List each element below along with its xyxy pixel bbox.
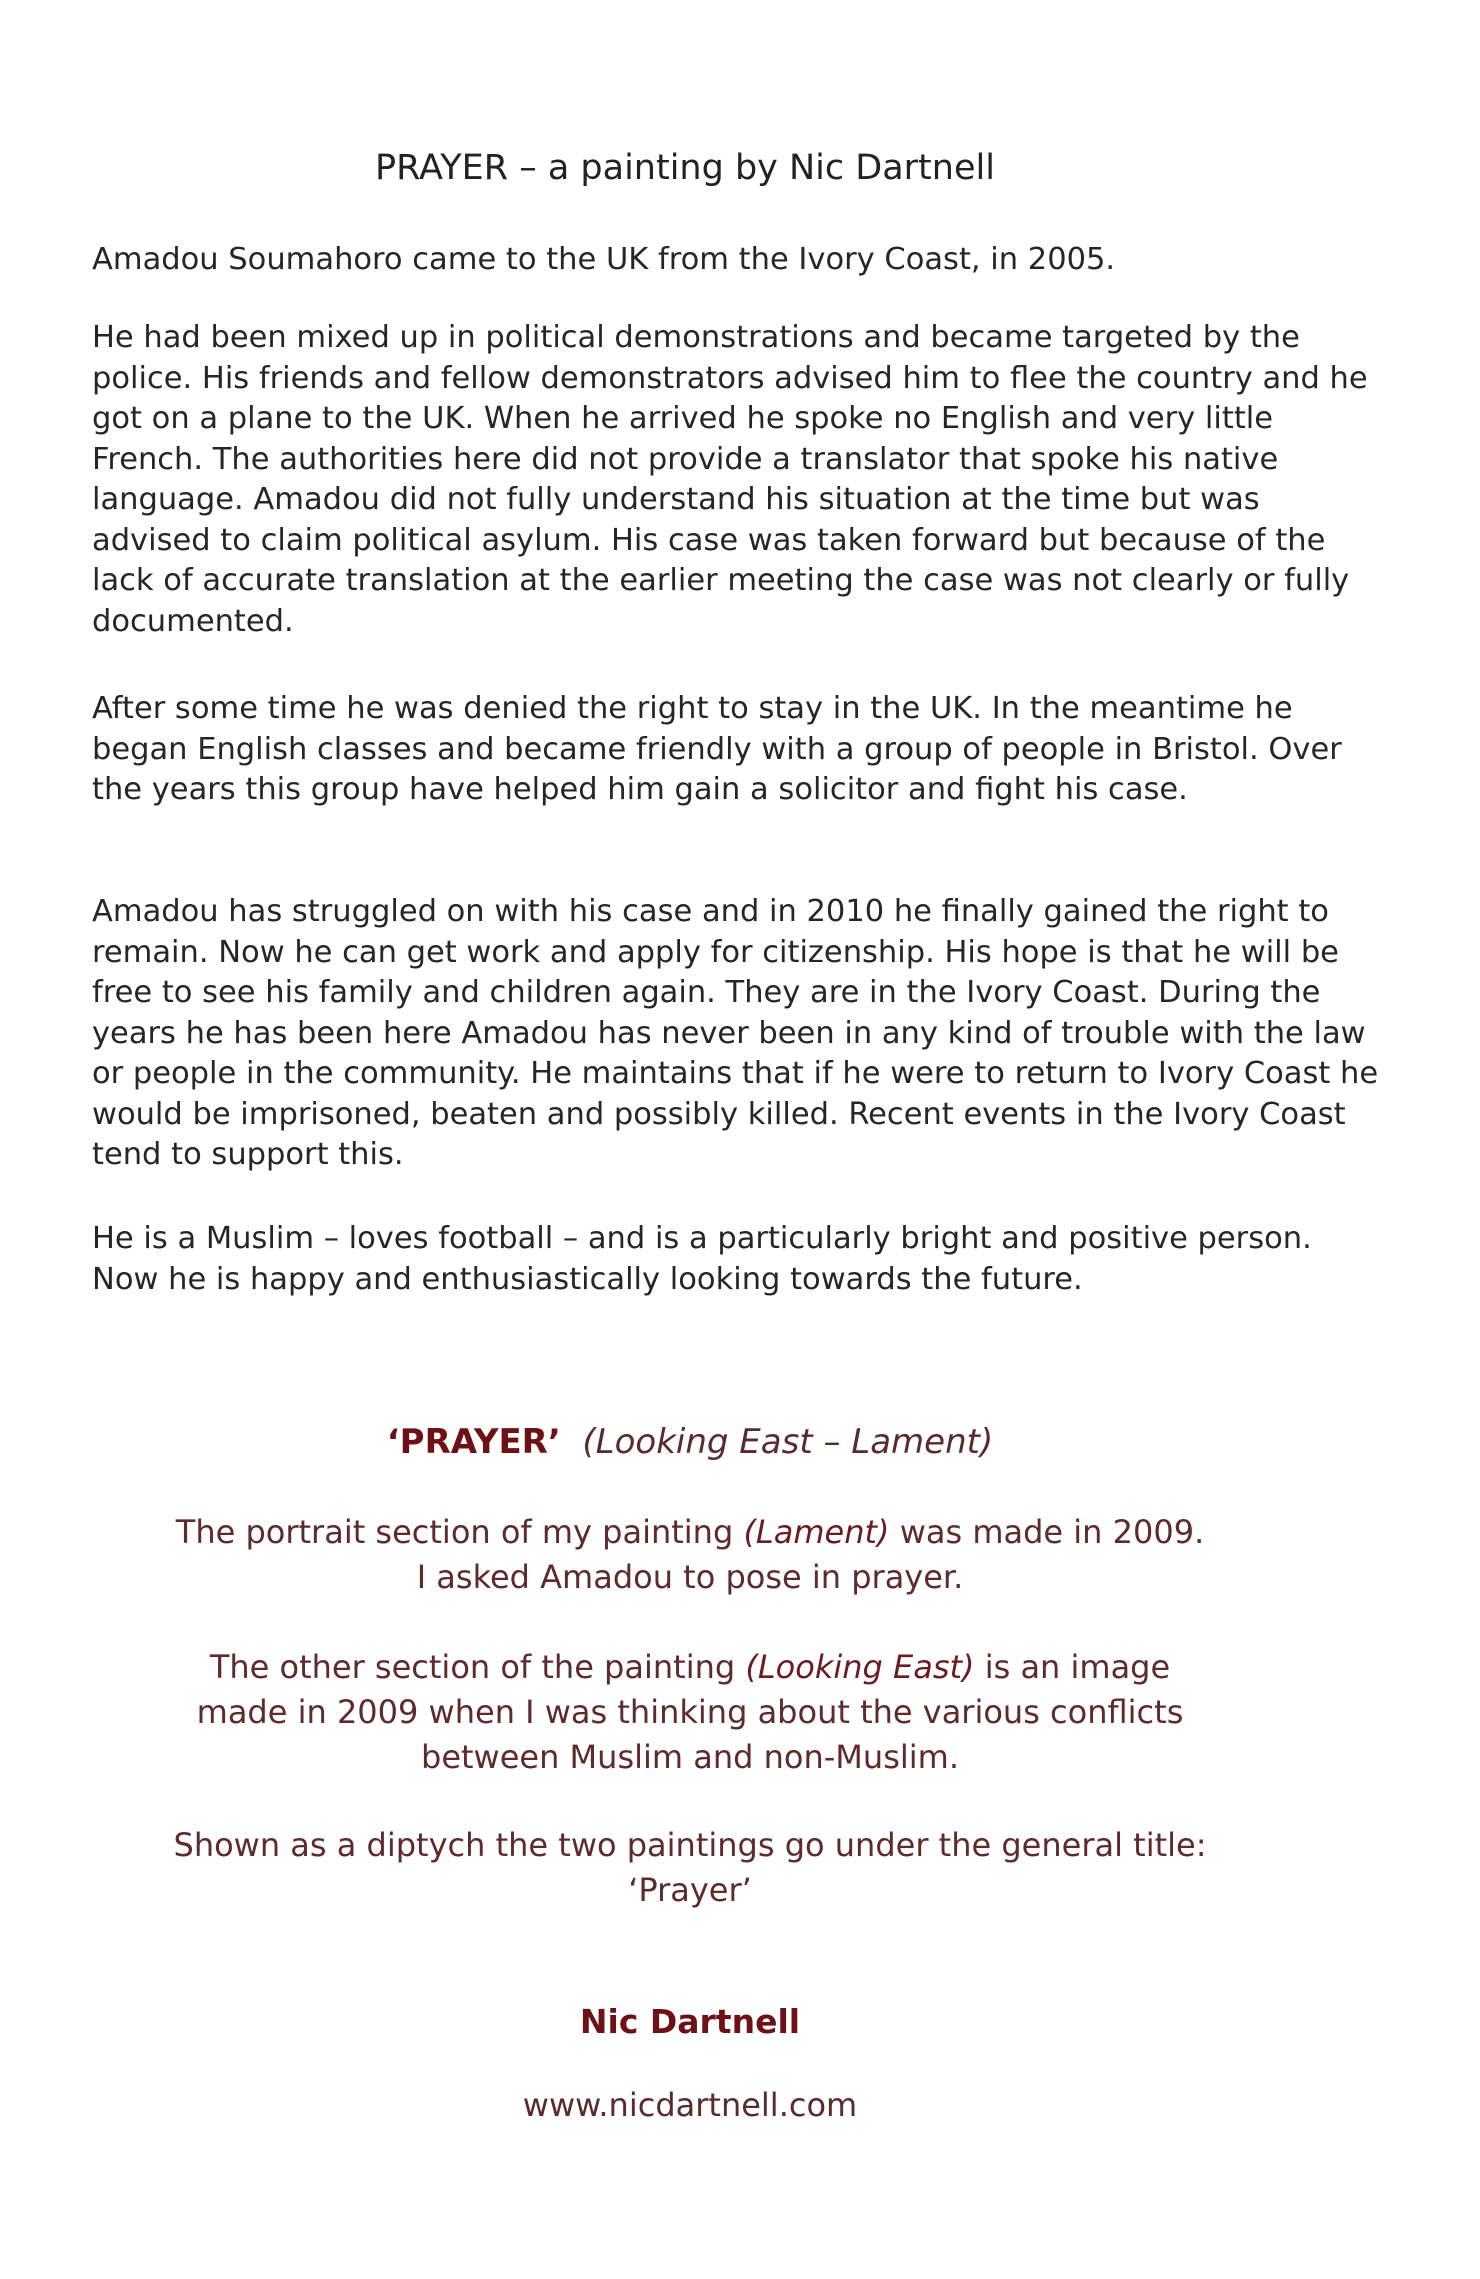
text-span: Shown as a diptych the two paintings go under the general title: xyxy=(173,1826,1207,1864)
signature: Nic Dartnell xyxy=(579,2002,801,2041)
text-span: The other section of the painting xyxy=(209,1648,746,1686)
section-paragraph-looking-east xyxy=(0,1645,1380,1780)
paragraph-intro: Amadou Soumahoro came to the UK from the Ivory Coast, in 2005. xyxy=(92,242,1116,277)
paragraph-struggle: Amadou has struggled on with his case and in 2010 he finally gained the right to remain. Now he can get work and apply for citizenship. His hope is that he will be free to see his family and children again. They are in the Ivory Coast. During the years he has been here Amadou has never been in any kind of trouble with the law or people in the community. He maintains that if he were to return to Ivory Coast he would be imprisoned, beaten and possibly killed. Recent events in the Ivory Coast tend to support this. xyxy=(92,894,1379,1172)
text-span: is an image xyxy=(974,1648,1171,1686)
website-link[interactable]: www.nicdartnell.com xyxy=(522,2086,858,2124)
paragraph-personality: He is a Muslim – loves football – and is a particularly bright and positive person. Now he is happy and enthusiastically looking towards the future. xyxy=(92,1221,1312,1297)
text-span: The portrait section of my painting xyxy=(175,1513,744,1551)
text-italic: (Looking East) xyxy=(745,1648,975,1686)
paragraph-background: He had been mixed up in political demonstrations and became targeted by the police. His friends and fellow demonstrators advised him to flee the country and he got on a plane to the UK. When he arrived he spoke no English and very little French. The authorities here did not provide a translator that spoke his native language. Amadou did not fully understand his situation at the time but was advised to claim political asylum. His case was taken forward but because of the lack of accurate translation at the earlier meeting the case was not clearly or fully documented. xyxy=(92,320,1368,639)
paragraph-denied: After some time he was denied the right to stay in the UK. In the meantime he began English classes and became friendly with a group of people in Bristol. Over the years this group have helped him gain a solicitor and fight his case. xyxy=(92,691,1342,807)
text-span: between Muslim and non-Muslim. xyxy=(421,1738,959,1776)
section-paragraph-portrait xyxy=(0,1510,1380,1600)
text-span: ‘Prayer’ xyxy=(628,1871,752,1909)
section-paragraph-diptych xyxy=(0,1823,1380,1913)
text-span: was made in 2009. xyxy=(889,1513,1205,1551)
section-title-italic: (Looking East – Lament) xyxy=(582,1422,994,1462)
section-title xyxy=(0,1422,1380,1462)
document-title: PRAYER – a painting by Nic Dartnell xyxy=(375,148,995,188)
text-span: I asked Amadou to pose in prayer. xyxy=(416,1558,964,1596)
text-span: made in 2009 when I was thinking about the various conflicts xyxy=(196,1693,1184,1731)
section-title-bold: ‘PRAYER’ xyxy=(386,1422,561,1462)
text-italic: (Lament) xyxy=(743,1513,890,1551)
